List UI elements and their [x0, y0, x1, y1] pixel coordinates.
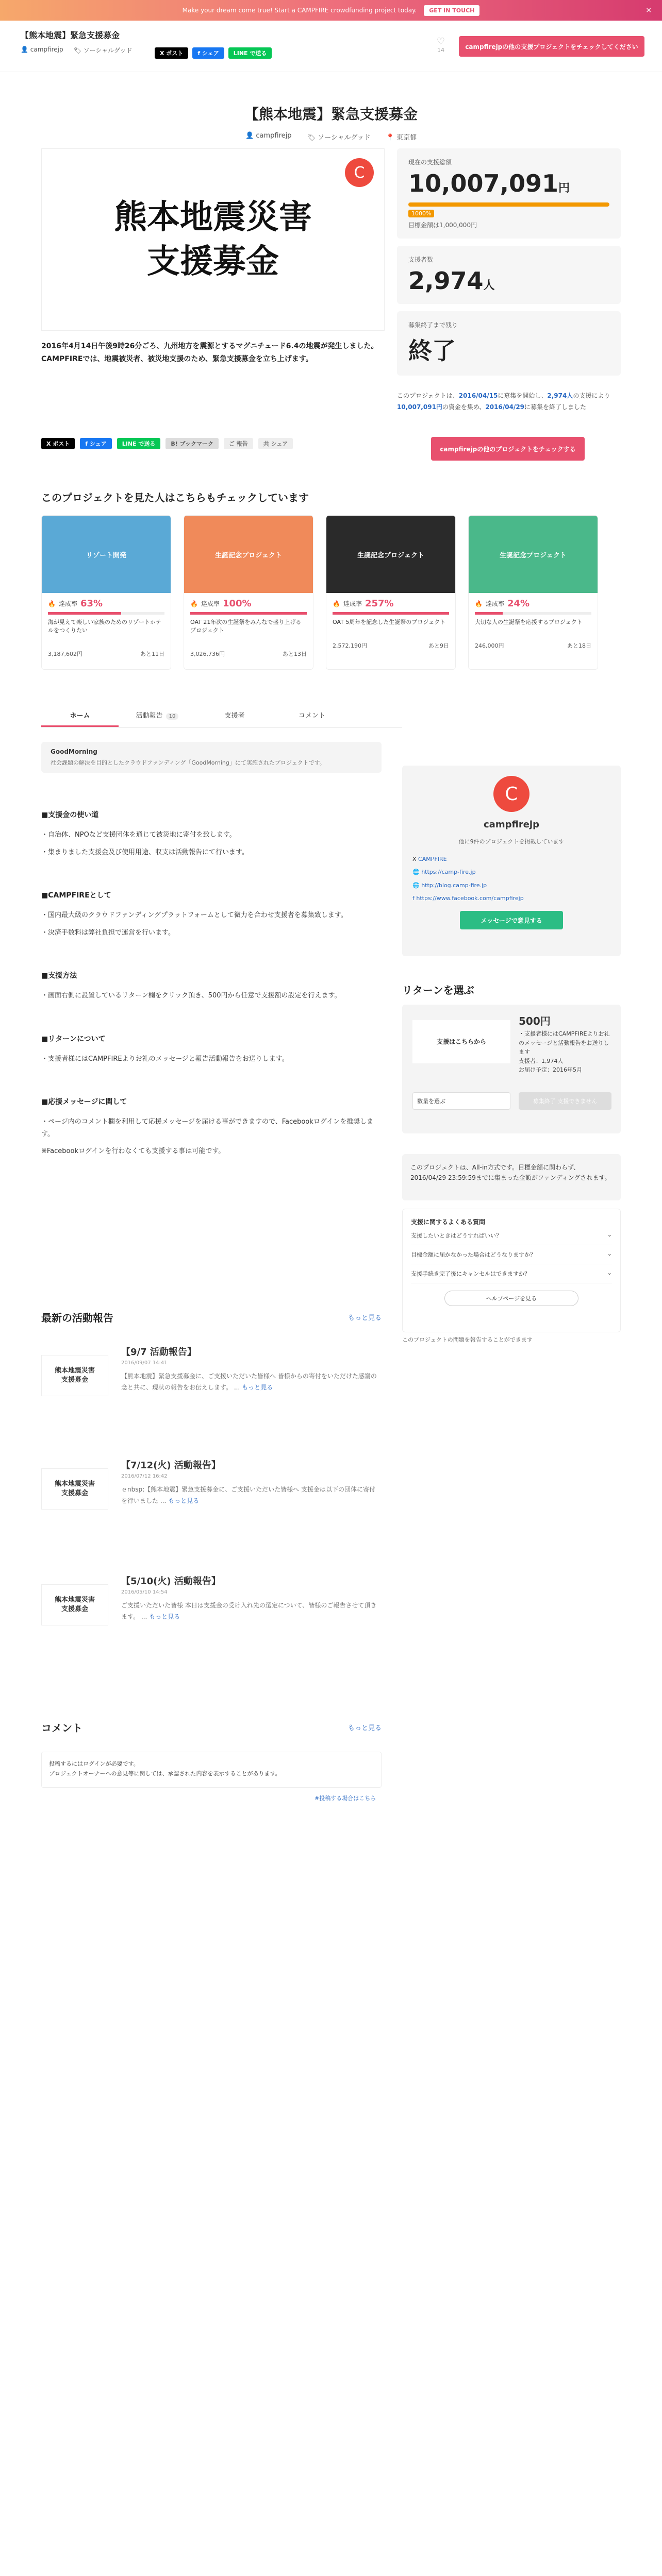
activity-date: 2016/05/10 14:54 [121, 1589, 168, 1595]
hatena-bookmark-button[interactable]: B! ブックマーク [166, 438, 218, 449]
end-status: 終了 [408, 337, 456, 365]
comment-login-box: 投稿するにはログインが必要です。 プロジェクトオーナーへの意見等に関しては、承認された内容を表示することがあります。 [41, 1752, 382, 1788]
promo-text: Make your dream come true! Start a CAMPFIRE crowdfunding project today. [182, 7, 417, 14]
card-desc: 海が見えて楽しい家族のためのリゾートホテルをつくりたい [48, 619, 161, 634]
share-line-button-2[interactable]: LINE で送る [117, 438, 161, 449]
message-button[interactable]: メッセージで意見する [460, 911, 563, 929]
activity-thumb: 熊本地震災害 支援募金 [41, 1468, 108, 1510]
activity-more[interactable]: もっと見る [149, 1613, 180, 1620]
promo-button[interactable]: GET IN TOUCH [424, 5, 479, 16]
card-days: あと9日 [428, 642, 449, 649]
recommend-title: このプロジェクトを見た人はこちらもチェックしています [41, 492, 309, 504]
card-rate: 🔥 達成率 63% [48, 598, 103, 609]
fire-icon: 🔥 [475, 600, 483, 607]
reward-price: 500 [519, 1015, 540, 1027]
card-progress [475, 612, 591, 615]
card-desc: OAT 5周年を記念した生誕祭のプロジェクト [333, 619, 446, 625]
card-desc: 大切な人の生誕祭を応援するプロジェクト [475, 619, 583, 625]
raised-label: 現在の支援総額 [408, 159, 452, 166]
share-x-button[interactable]: X ポスト [155, 47, 188, 59]
end-label: 募集終了まで残り [408, 321, 458, 329]
activity-date: 2016/09/07 14:41 [121, 1360, 168, 1366]
card-days: あと13日 [283, 651, 307, 657]
promo-banner [0, 0, 662, 21]
favorite-count: 14 [437, 47, 444, 54]
hero-image [41, 148, 385, 331]
report-link[interactable]: このプロジェクトの問題を報告することができます [402, 1336, 533, 1343]
header-title: 【熊本地震】緊急支援募金 [21, 30, 120, 40]
owner-panel [402, 766, 621, 956]
goodmorning-desc: 社会課題の解決を目的としたクラウドファンディング「GoodMorning」にて実施されたプロジェクトです。 [51, 759, 325, 766]
activity-thumb: 熊本地震災害 支援募金 [41, 1355, 108, 1396]
project-card[interactable] [184, 515, 313, 670]
tab-comments[interactable]: コメント [298, 712, 325, 720]
activity-item[interactable] [41, 1574, 382, 1672]
activity-item[interactable] [41, 1345, 382, 1443]
owner-link-blog[interactable]: 🌐 http://blog.camp-fire.jp [412, 882, 487, 889]
header-category[interactable]: 🏷 ソーシャルグッド [73, 47, 133, 54]
fire-icon: 🔥 [333, 600, 340, 607]
card-days: あと18日 [567, 642, 591, 649]
heart-icon: ♡ [436, 36, 445, 47]
chevron-down-icon: ⌄ [607, 1231, 612, 1238]
reward-desc: ・支援者様にはCAMPFIREよりお礼のメッセージと活動報告をお送りします [519, 1030, 610, 1056]
fire-icon: 🔥 [190, 600, 198, 607]
faq-title: 支援に関するよくある質問 [411, 1218, 486, 1226]
section-heading: ■リターンについて [41, 1035, 106, 1043]
activity-title[interactable]: 【5/10(火) 活動報告】 [121, 1576, 221, 1587]
activity-title: 最新の活動報告 [41, 1312, 113, 1324]
reward-title: リターンを選ぶ [402, 984, 474, 996]
card-rate: 🔥 達成率 257% [333, 598, 394, 609]
backers-panel: 支援者数 2,974人 [397, 246, 621, 304]
card-sum: 246,000円 [475, 642, 504, 649]
reward-backers: 支援者：1,974人 [519, 1057, 564, 1064]
share-x-button-2[interactable]: X ポスト [41, 438, 75, 449]
section-text: ※Facebookログインを行わなくても支援する事は可能です。 [41, 1147, 225, 1156]
backers-count: 2,974 [408, 267, 484, 295]
owner-link-x[interactable]: X CAMPFIRE [412, 856, 447, 862]
owner-name[interactable]: campfirejp [484, 819, 539, 830]
reward-ship: お届け予定：2016年5月 [519, 1066, 582, 1074]
other-projects-button[interactable]: campfirejpの他のプロジェクトをチェックする [431, 437, 585, 461]
comments-title: コメント [41, 1722, 82, 1734]
project-card[interactable] [41, 515, 171, 670]
project-card[interactable] [468, 515, 598, 670]
faq-item[interactable]: 目標金額に届かなかった場合はどうなりますか？ ⌄ [411, 1245, 612, 1264]
section-text: ・決済手数料は弊社負担で運営を行います。 [41, 928, 175, 937]
end-panel [397, 311, 621, 376]
header-cta-button[interactable]: campfirejpの他の支援プロジェクトをチェックしてください [459, 36, 644, 57]
owner-link-facebook[interactable]: f https://www.facebook.com/campfirejp [412, 894, 524, 902]
owner-avatar: C [493, 776, 529, 812]
faq-panel [402, 1209, 621, 1332]
section-text: ・自治体、NPOなど支援団体を通じて被災地に寄付を致します。 [41, 831, 236, 839]
activity-text: ｅnbsp;【熊本地震】緊急支援募金に、ご支援いただいた皆様へ 支援金は以下の団体に寄付を行いました ... [121, 1486, 375, 1504]
chevron-down-icon: ⌄ [607, 1269, 612, 1276]
goal-text: 目標金額は1,000,000円 [408, 222, 477, 229]
card-sum: 3,187,602円 [48, 651, 82, 657]
help-button[interactable]: ヘルプページを見る [444, 1291, 578, 1306]
favorite-button[interactable] [431, 36, 451, 54]
section-text: ・国内最大級のクラウドファンディングプラットフォームとして微力を合わせ支援者を募集致します。 [41, 911, 347, 920]
reward-support-button[interactable]: 募集終了 支援できません [519, 1092, 611, 1110]
project-content [41, 788, 382, 1162]
end-note: このプロジェクトは、2016/04/15に募集を開始し、2,974人の支援により10,007,091円の資金を集め、2016/04/29に募集を終了しました [397, 392, 610, 411]
section-text: ・支援者様にはCAMPFIREよりお礼のメッセージと報告活動報告をお送りします。 [41, 1055, 289, 1063]
goodmorning-title: GoodMorning [51, 748, 97, 755]
card-progress [190, 612, 307, 615]
card-rate: 🔥 達成率 24% [475, 598, 530, 609]
close-icon[interactable]: × [646, 6, 652, 14]
location-link[interactable]: 📍 東京都 [386, 134, 417, 142]
activity-more[interactable]: もっと見る [168, 1497, 200, 1504]
all-in-note: このプロジェクトは、All-in方式です。目標金額に関わらず、2016/04/29 23:59:59までに集まった金額がファンディングされます。 [402, 1154, 621, 1200]
card-sum: 2,572,190円 [333, 642, 367, 649]
card-image: 生誕記念プロジェクト [326, 516, 455, 593]
faq-item[interactable]: 支援手続き完了後にキャンセルはできますか？ ⌄ [411, 1264, 612, 1283]
report-button[interactable]: ご 報告 [224, 438, 253, 449]
owner-link[interactable]: 👤 campfirejp [245, 132, 292, 140]
share-facebook-button-2[interactable]: f シェア [80, 438, 111, 449]
card-image: 生誕記念プロジェクト [184, 516, 313, 593]
activity-item[interactable] [41, 1458, 382, 1556]
project-tabs [41, 705, 402, 727]
fire-icon: 🔥 [48, 600, 56, 607]
campfire-logo-icon: C [345, 158, 374, 187]
owner-note: 他に9件のプロジェクトを掲載しています [458, 838, 565, 845]
project-card[interactable] [326, 515, 456, 670]
tab-home[interactable]: ホーム [41, 705, 119, 727]
activity-title[interactable]: 【9/7 活動報告】 [121, 1347, 196, 1358]
card-sum: 3,026,736円 [190, 651, 225, 657]
card-progress [333, 612, 449, 615]
section-heading: ■支援方法 [41, 971, 77, 980]
section-heading: ■支援金の使い道 [41, 811, 99, 819]
project-header [0, 21, 662, 72]
section-text: ・画面右側に設置しているリターン欄をクリック頂き、500円から任意で支援額の設定を行えます。 [41, 992, 341, 1000]
tab-activity[interactable]: 活動報告 10 [119, 705, 196, 727]
embed-button[interactable]: 共 シェア [258, 438, 293, 449]
card-days: あと11日 [140, 651, 164, 657]
comment-post-link[interactable]: #投稿する場合はこちら [315, 1795, 376, 1802]
section-heading: ■応援メッセージに関して [41, 1098, 127, 1107]
progress-bar [408, 202, 609, 207]
activity-more-link[interactable]: もっと見る [347, 1314, 382, 1322]
category-link[interactable]: 🏷 ソーシャルグッド [307, 134, 371, 142]
header-owner[interactable]: 👤 campfirejp [21, 46, 63, 53]
chevron-down-icon: ⌄ [607, 1250, 612, 1257]
activity-text: 【熊本地震】緊急支援募金に、ご支援いただいた皆様へ 皆様からの寄付をいただけた感謝の念と共に、現状の報告をお伝えします。 ... [121, 1372, 377, 1391]
raised-panel: 現在の支援総額 10,007,091円 1000% 目標金額は1,000,000円 [397, 148, 621, 239]
card-desc: OAT 21年次の生誕祭をみんなで盛り上げるプロジェクト [190, 619, 302, 634]
activity-more[interactable]: もっと見る [242, 1383, 273, 1391]
backers-label: 支援者数 [408, 256, 434, 263]
tab-backers[interactable]: 支援者 [224, 712, 245, 720]
raised-amount: 10,007,091 [408, 170, 559, 197]
share-facebook-button[interactable]: f シェア [192, 47, 224, 59]
reward-thumb: 支援はこちらから [412, 1020, 510, 1063]
comments-more-link[interactable]: もっと見る [347, 1724, 382, 1732]
card-image: 生誕記念プロジェクト [469, 516, 598, 593]
hero-text: 熊本地震災害 支援募金 [114, 197, 312, 281]
reward-card[interactable]: 支援はこちらから 500円 ・支援者様にはCAMPFIREよりお礼のメッセージと活動報告をお送りします 支援者：1,974人 お届け予定：2016年5月 数量を選ぶ 募集終了 支援できません [402, 1005, 621, 1133]
section-text: ・ページ内のコメント欄を利用して応援メッセージを届ける事ができますので、Facebookログインを推奨します。 [41, 1118, 374, 1138]
card-image: リゾート開発 [42, 516, 171, 593]
share-line-button[interactable]: LINE で送る [228, 47, 272, 59]
project-description: 2016年4月14日午後9時26分ごろ、九州地方を震源とするマグニチュード6.4の地震が発生しました。CAMPFIREでは、地震被災者、被災地支援のため、緊急支援募金を立ち上げます。 [41, 342, 378, 364]
faq-item[interactable]: 支援したいときはどうすればいい？ ⌄ [411, 1226, 612, 1245]
card-progress [48, 612, 164, 615]
section-heading: ■CAMPFIREとして [41, 891, 111, 900]
section-text: ・集まりました支援金及び使用用途、収支は活動報告にて行います。 [41, 848, 249, 856]
activity-date: 2016/07/12 16:42 [121, 1473, 168, 1479]
activity-title[interactable]: 【7/12(火) 活動報告】 [121, 1460, 221, 1471]
page-title: 【熊本地震】緊急支援募金 [244, 106, 418, 123]
quantity-select[interactable]: 数量を選ぶ [412, 1092, 510, 1110]
card-rate: 🔥 達成率 100% [190, 598, 252, 609]
percent-badge: 1000% [408, 210, 434, 217]
activity-thumb: 熊本地震災害 支援募金 [41, 1584, 108, 1625]
goodmorning-box [41, 742, 382, 773]
owner-link-site[interactable]: 🌐 https://camp-fire.jp [412, 869, 476, 876]
activity-text: ご支援いただいた皆様 本日は支援金の受け入れ先の選定について、皆様のご報告させて頂きます。 ... [121, 1602, 377, 1620]
